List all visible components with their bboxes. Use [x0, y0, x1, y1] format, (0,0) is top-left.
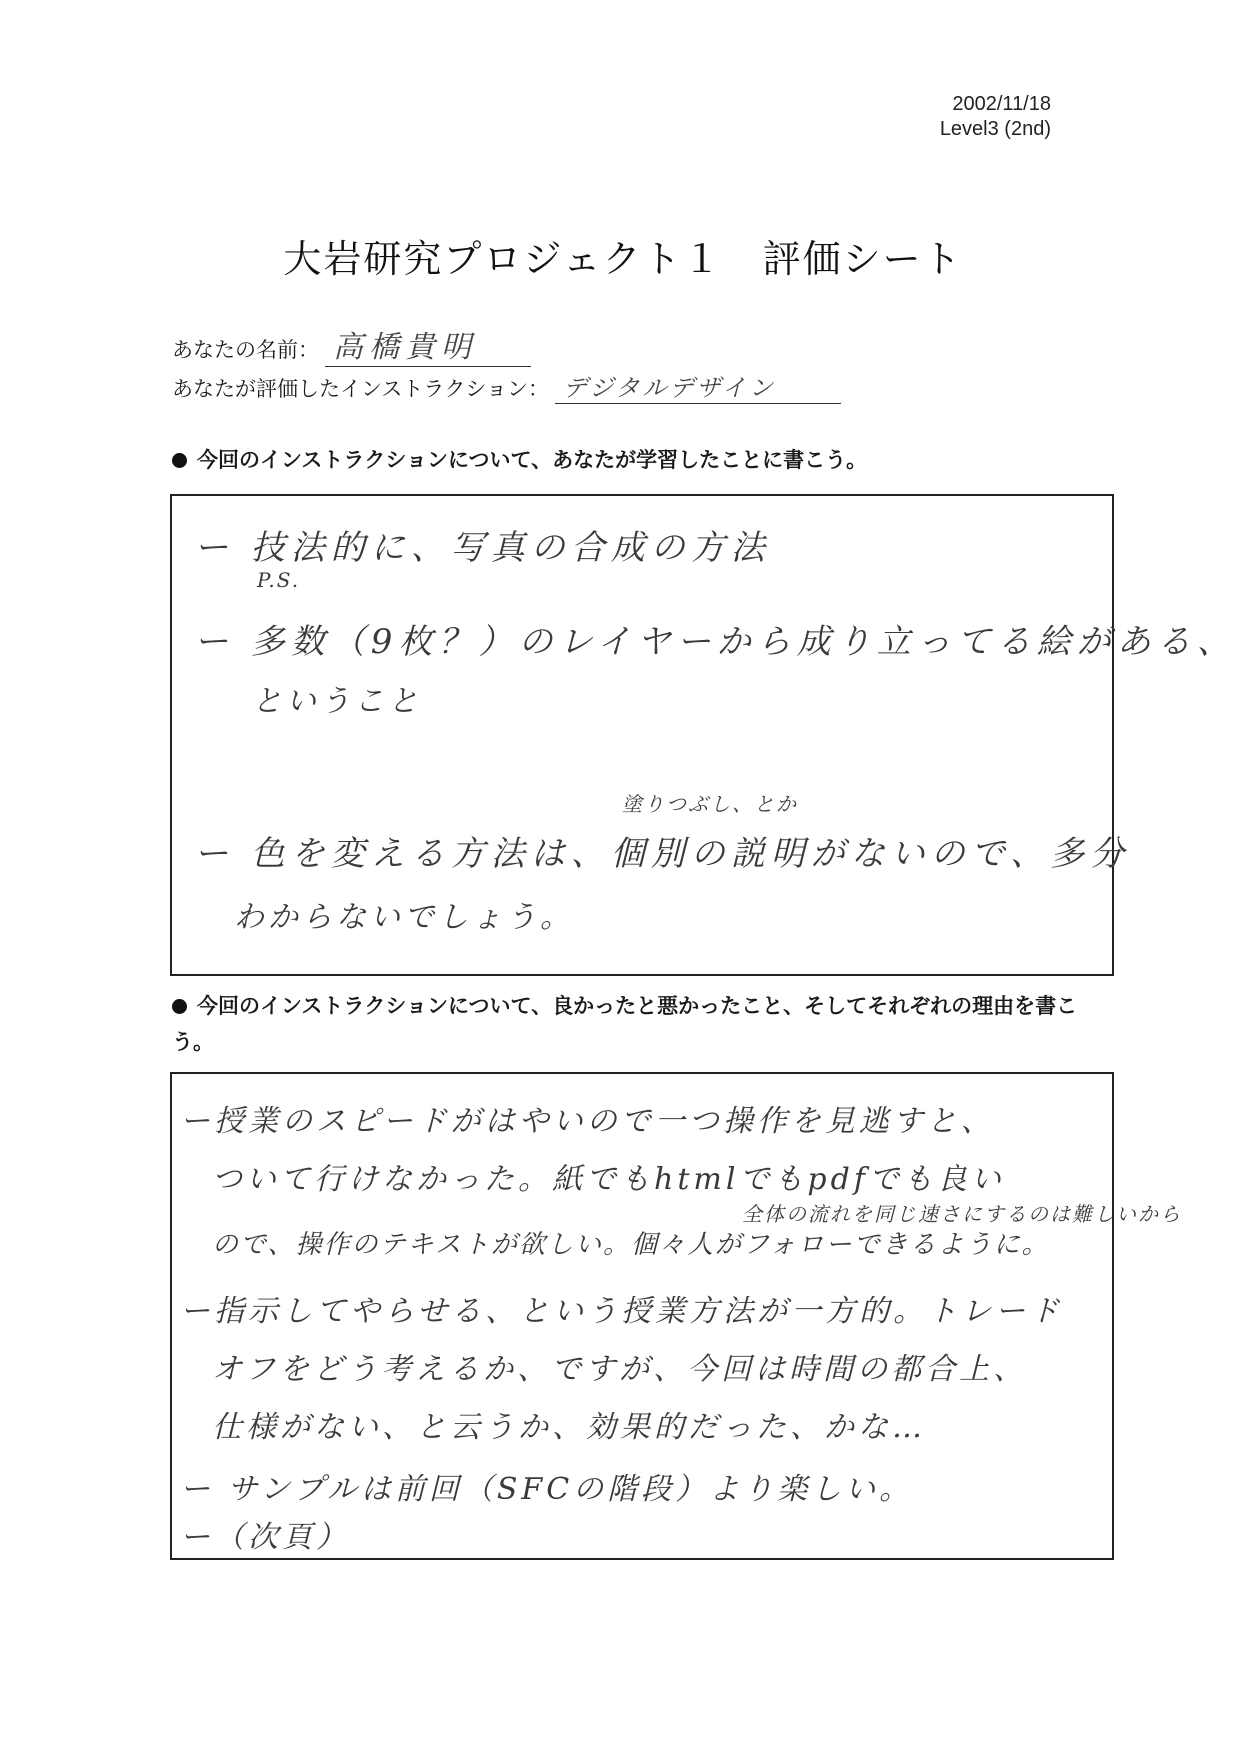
handwritten-line: ということ — [252, 684, 422, 719]
question-good-bad — [172, 988, 1092, 1060]
question-learned — [172, 442, 1092, 478]
bullet-icon — [172, 999, 187, 1014]
handwritten-line: ー 技法的に、写真の合成の方法 — [194, 528, 771, 568]
handwritten-annotation: 塗りつぶし、とか — [622, 792, 798, 816]
name-field — [172, 322, 531, 367]
handwritten-annotation: 全体の流れを同じ速さにするのは難しいから — [742, 1202, 1182, 1226]
page-title: 大岩研究プロジェクト１ 評価シート — [283, 237, 963, 281]
handwritten-line: ついて行けなかった。紙でもhtmlでもpdfでも良い — [212, 1162, 1005, 1197]
handwritten-line: ー授業のスピードがはやいので一つ操作を見逃すと、 — [180, 1104, 995, 1139]
answer-box-learned — [170, 494, 1237, 976]
handwritten-line: オフをどう考えるか、ですが、今回は時間の都合上、 — [212, 1352, 1028, 1387]
name-value: 高橋貴明 — [325, 322, 531, 367]
header-meta — [940, 92, 1051, 142]
handwritten-line: ー（次頁） — [180, 1520, 350, 1555]
level-text: Level3 (2nd) — [939, 118, 1051, 140]
name-label: あなたの名前： — [172, 338, 319, 362]
handwritten-line: わからないでしょう。 — [234, 900, 574, 935]
bullet-icon — [172, 453, 187, 468]
answer-box-good-bad — [170, 1072, 1182, 1560]
handwritten-line: ー サンプルは前回（SFCの階段）より楽しい。 — [180, 1472, 914, 1507]
instruction-value: デジタルデザイン — [555, 368, 841, 404]
instruction-field — [172, 368, 841, 404]
question-learned-text: 今回のインストラクションについて、あなたが学習したことに書こう。 — [197, 448, 868, 472]
handwritten-line: ー 多数（9枚？）のレイヤーから成り立ってる絵がある、 — [194, 622, 1237, 662]
handwritten-line: 仕様がない、と云うか、効果的だった、かな… — [212, 1410, 926, 1445]
handwritten-line: ので、操作のテキストが欲しい。個々人がフォローできるように。 — [212, 1230, 1050, 1260]
question-good-bad-text: 今回のインストラクションについて、良かったと悪かったこと、そしてそれぞれの理由を書こう。 — [172, 994, 1078, 1054]
date-text: 2002/11/18 — [952, 93, 1051, 115]
handwritten-line: ー 色を変える方法は、個別の説明がないので、多分 — [194, 834, 1131, 874]
handwritten-note: P.S. — [257, 568, 301, 592]
handwritten-line: ー指示してやらせる、という授業方法が一方的。トレード — [180, 1294, 1064, 1329]
instruction-label: あなたが評価したインストラクション： — [172, 377, 549, 401]
